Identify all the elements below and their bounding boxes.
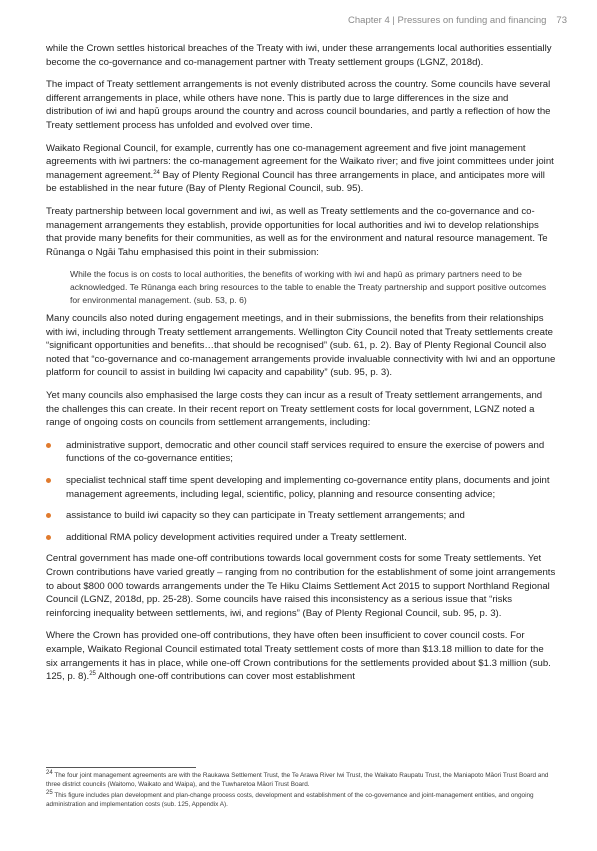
footnote-text: This figure includes plan development and plan-change process costs, development and establishment of the co-governance and joint-management entities, and ongoing administration and implementation costs (sub. 125, Appendix A). (46, 792, 534, 808)
body-content (46, 42, 556, 693)
list-item-text: administrative support, democratic and other council staff services required to ensure the exercise of powers and functions of the co-governance entities; (66, 439, 545, 465)
footnote-number: 24 (46, 769, 53, 776)
bullet-dot-icon (46, 513, 51, 518)
bullet-dot-icon (46, 443, 51, 448)
footnote-number: 25 (46, 789, 53, 796)
bullet-dot-icon (46, 478, 51, 483)
paragraph: Yet many councils also emphasised the large costs they can incur as a result of Treaty settlement arrangements, and the challenges this can create. In their recent report on Treaty settlement costs for local government, LGNZ noted a range of ongoing costs on councils from settlement arrangements, including: (46, 390, 543, 429)
paragraph (46, 629, 556, 683)
footnote-divider (46, 767, 196, 768)
paragraph: while the Crown settles historical breaches of the Treaty with iwi, under these arrangements local authorities essentially become the co-governance and co-management partner with Treaty settlement groups (LGNZ, 2018d). (46, 43, 552, 68)
paragraph: Many councils also noted during engagement meetings, and in their submissions, the benefits from their relationships with iwi, including through Treaty settlement arrangements. Wellington City Council noted that Treaty settlements create “significant opportunities and benefits…that should be recognised” (sub. 61, p. 2). Bay of Plenty Regional Council also noted that “co-governance and co-management arrangements provide invaluable connectivity with Iwi and an opportune platform for council to assist in building Iwi capacity and capability” (sub. 95, p. 3). (46, 313, 556, 379)
list-item-text: assistance to build iwi capacity so they can participate in Treaty settlement arrangements; and (66, 510, 465, 522)
chapter-title: Chapter 4 | Pressures on funding and financing (348, 15, 547, 26)
paragraph: Treaty partnership between local government and iwi, as well as Treaty settlements and the co-governance and co-management arrangements they establish, provide opportunities for local authorities and iwi to develop relationships that provide many benefits for their communities, as well as for the environment and natural resource management. Te Rūnanga o Ngāi Tahu emphasised this point in their submission: (46, 205, 548, 258)
paragraph (46, 142, 556, 196)
paragraph-text: Where the Crown has provided one-off contributions, they have often been insufficient to cover council costs. For example, Waikato Regional Council estimated total Treaty settlement costs of more than $13.18 million to date for the six arrangements it has in place, while one-off Crown contributions for the settlements provided about $1.3 million (sub. 125, p. 8). (46, 630, 551, 683)
list-item-text: additional RMA policy development activities required under a Treaty settlement. (66, 531, 407, 543)
footnote (46, 771, 556, 789)
list-item (46, 531, 556, 545)
footnote-ref[interactable]: 25 (89, 670, 96, 677)
page-number: 73 (556, 15, 567, 26)
list-item (46, 509, 556, 523)
list-item-text: specialist technical staff time spent developing and implementing co-governance entity plans, documents and joint management agreements, including legal, scientific, policy, planning and resource consenting advice; (66, 475, 550, 500)
bullet-dot-icon (46, 535, 51, 540)
block-quote: While the focus is on costs to local authorities, the benefits of working with iwi and hapū as primary partners need to be acknowledged. Te Rūnanga each bring resources to the table to enable the Treaty partnership and support positive outcomes for environmental management. (sub. 53, p. 6) (70, 269, 547, 305)
paragraph: Central government has made one-off contributions towards local government costs for some Treaty settlements. Yet Crown contributions have varied greatly – ranging from no contribution for the establishment of some joint arrangements to about $800 000 towards arrangements under the Te Hiku Claims Settlement Act 2015 to support Northland Regional Council (LGNZ, 2018d, pp. 25-28). Some councils have raised this inconsistency as a serious issue that “risks reinforcing inequality between settlements, iwi, and regions” (Bay of Plenty Regional Council, sub. 95, p. 3). (46, 553, 556, 619)
list-item (46, 439, 556, 466)
paragraph-text: Bay of Plenty Regional Council has three arrangements in place, and anticipates more will be established in the near future (Bay of Plenty Regional Council, sub. 95). (46, 169, 545, 195)
list-item (46, 474, 556, 501)
footnote-ref[interactable]: 24 (153, 169, 160, 176)
footnote-text: The four joint management agreements are with the Raukawa Settlement Trust, the Te Arawa River Iwi Trust, the Waikato Raupatu Trust, the Maniapoto Māori Trust Board and three district councils (Waitomo, Waikato and Waipa), and the Tuwharetoa Māori Trust Board. (46, 772, 549, 788)
running-header (348, 15, 567, 26)
footnotes (46, 771, 556, 811)
paragraph: The impact of Treaty settlement arrangements is not evenly distributed across the country. Some councils have several different arrangements in place, while others have none. This is partly due to large differences in the size and distribution of iwi and hapū groups around the country and across council boundaries, and partly a reflection of how the Treaty settlement process has unfolded and evolved over time. (46, 79, 551, 131)
paragraph-text: Waikato Regional Council, for example, currently has one co-management agreement and five joint management agreements with iwi partners: the co-management agreement for the Waikato river; and five joint committees under joint management agreement. (46, 142, 554, 181)
paragraph-text: Although one-off contributions can cover most establishment (95, 671, 355, 683)
bullet-list (46, 439, 556, 545)
footnote (46, 791, 556, 809)
